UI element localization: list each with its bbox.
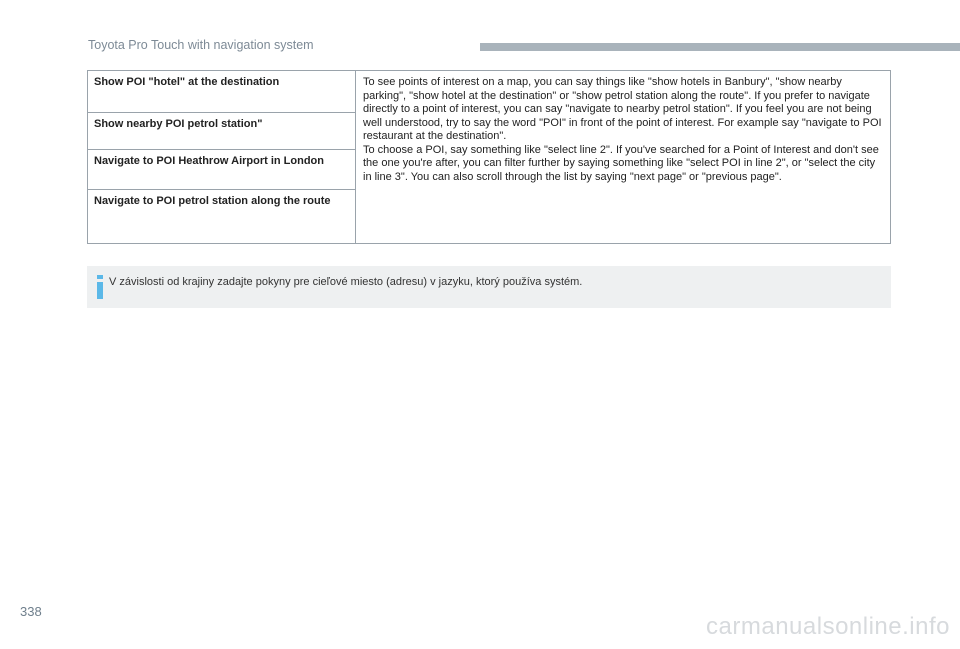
page-number: 338 [20, 604, 42, 619]
note-text: V závislosti od krajiny zadajte pokyny pre cieľové miesto (adresu) v jazyku, ktorý používa systém. [109, 276, 583, 288]
description-cell [363, 76, 883, 184]
header-bar [480, 43, 960, 51]
command-cell: Show nearby POI petrol station" [88, 113, 355, 150]
info-icon [94, 275, 106, 299]
voice-command-table [87, 70, 891, 244]
command-column [88, 71, 356, 243]
command-cell: Show POI "hotel" at the destination [88, 71, 355, 113]
description-paragraph: To see points of interest on a map, you can say things like "show hotels in Banbury", "show nearby parking", "show hotel at the destination" or "show petrol station along the route". If you prefer to navigate directly to a point of interest, you can say "navigate to nearby petrol station". If you feel you are not being well understood, try to say the word "POI" in front of the point of interest. For example say "navigate to POI restaurant at the destination". [363, 76, 882, 142]
command-cell: Navigate to POI Heathrow Airport in London [88, 150, 355, 190]
info-note [87, 266, 891, 308]
header-title: Toyota Pro Touch with navigation system [88, 38, 314, 52]
command-cell: Navigate to POI petrol station along the route [94, 195, 331, 207]
description-paragraph: To choose a POI, say something like "select line 2". If you've searched for a Point of Interest and don't see the one you're after, you can filter further by saying something like "select POI in line 2", or "select the city in line 3". You can also scroll through the list by saying "next page" or "previous page". [363, 143, 879, 183]
watermark: carmanualsonline.info [706, 613, 950, 640]
